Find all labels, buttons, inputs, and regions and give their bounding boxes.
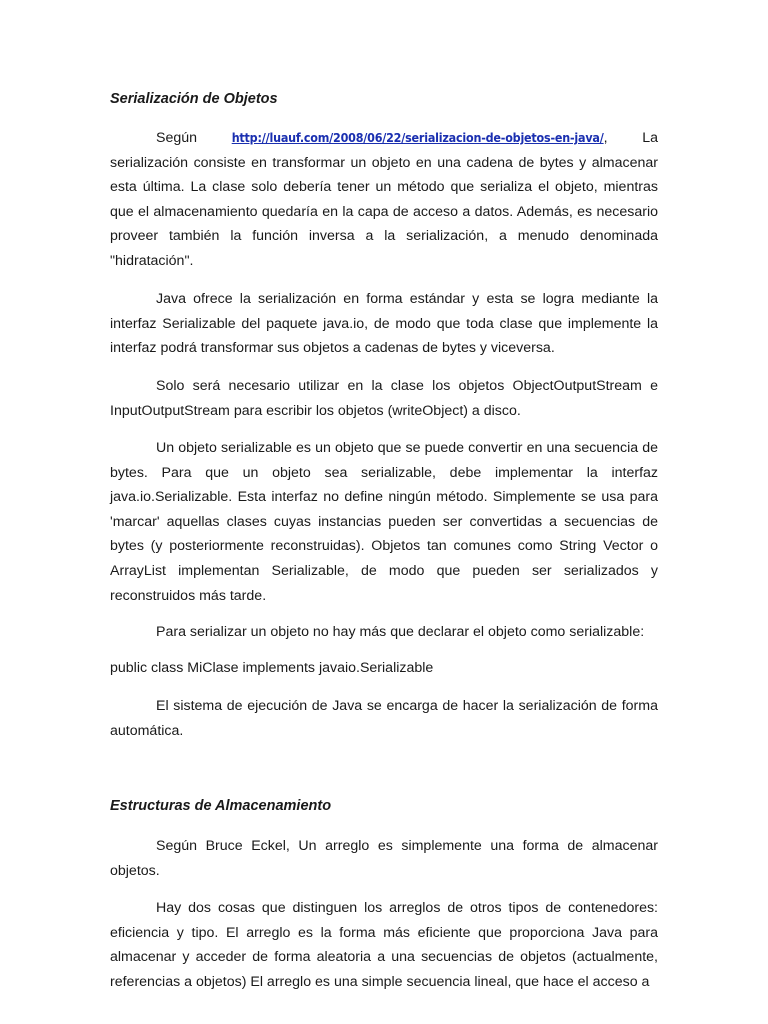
paragraph-arreglos: Hay dos cosas que distinguen los arreglos de otros tipos de contenedores: eficiencia y tipo. El arreglo es la forma más eficiente que proporciona Java para almacenar y acceder de forma aleatoria a una secuencias de objetos (actualmente, referencias a objetos) El arreglo es una simple secuencia lineal, que hace el acceso a [110, 900, 658, 990]
intro-tail-word: La [642, 130, 658, 146]
paragraph-objeto-serializable: Un objeto serializable es un objeto que se puede convertir en una secuencia de bytes. Para que un objeto sea serializable, debe implementar la interfaz java.io.Serializable. Esta interfaz no define ningún método. Simplemente se usa para 'marcar' aquellas clases cuyas instancias pueden ser convertidas a secuencias de bytes (y posteriormente reconstruidas). Objetos tan comunes como String Vector o ArrayList implementan Serializable, de modo que pueden ser serializados y reconstruidos más tarde. [110, 440, 658, 604]
paragraph-sistema-ejecucion: El sistema de ejecución de Java se encarga de hacer la serialización de forma automática. [110, 698, 658, 739]
intro-first-line [110, 126, 658, 151]
section-title-serializacion: Serialización de Objetos [110, 91, 278, 107]
intro-rest-text: serialización consiste en transformar un objeto en una cadena de bytes y almacenar esta última. La clase solo debería tener un método que serializa el objeto, mientras que el almacenamiento quedaría en la capa de acceso a datos. Además, es necesario proveer también la función inversa a la serialización, a menudo denominada "hidratación". [110, 154, 658, 269]
link-comma: , [603, 130, 608, 146]
paragraph-serializacion-intro [110, 126, 658, 274]
source-link-wrapper [232, 126, 608, 151]
paragraph-object-streams: Solo será necesario utilizar en la clase los objetos ObjectOutputStream e InputOutputStream para escribir los objetos (writeObject) a disco. [110, 378, 658, 419]
paragraph-bruce-eckel: Según Bruce Eckel, Un arreglo es simplemente una forma de almacenar objetos. [110, 838, 658, 879]
paragraph-como-serializar: Para serializar un objeto no hay más que declarar el objeto como serializable: [156, 624, 645, 640]
code-example: public class MiClase implements javaio.Serializable [110, 660, 434, 676]
source-link[interactable]: http://luauf.com/2008/06/22/serializacion-de-objetos-en-java/ [231, 130, 604, 145]
section-title-estructuras: Estructuras de Almacenamiento [110, 798, 332, 814]
intro-lead-word: Según [156, 130, 198, 146]
paragraph-java-serializacion: Java ofrece la serialización en forma estándar y esta se logra mediante la interfaz Serializable del paquete java.io, de modo que toda clase que implemente la interfaz podrá transformar sus objetos a cadenas de bytes y viceversa. [110, 291, 658, 357]
